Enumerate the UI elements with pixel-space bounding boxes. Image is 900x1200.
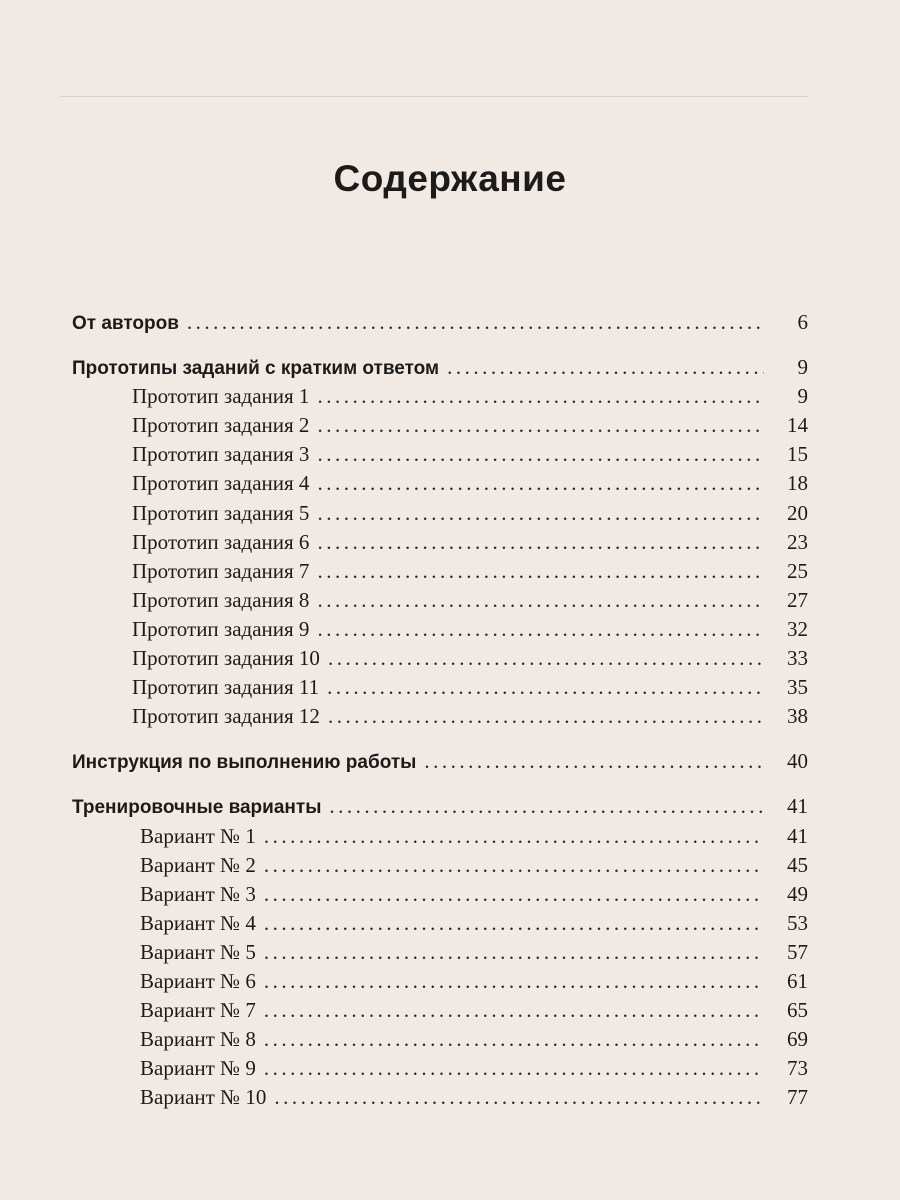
- toc-entry-title: Прототип задания 2: [132, 413, 310, 438]
- toc-entry-row[interactable]: [72, 704, 808, 733]
- dot-leader: [264, 853, 764, 878]
- toc-page-number: 18: [787, 471, 808, 496]
- toc-entry-row[interactable]: [72, 969, 808, 998]
- toc-entry-title: От авторов: [72, 313, 179, 334]
- toc-page-number: 23: [787, 529, 808, 554]
- dot-leader: [317, 384, 764, 409]
- toc-page-number: 73: [787, 1056, 808, 1081]
- dot-leader: [187, 310, 764, 335]
- toc-section-row[interactable]: [72, 355, 808, 384]
- toc-entry-row[interactable]: [72, 646, 808, 675]
- dot-leader: [447, 355, 764, 380]
- toc-page-number: 45: [787, 852, 808, 877]
- dot-leader: [329, 794, 764, 819]
- toc-entry-title: Вариант № 2: [140, 852, 256, 877]
- dot-leader: [317, 559, 764, 584]
- toc-page-number: 77: [787, 1085, 808, 1110]
- toc-page-number: 53: [787, 910, 808, 935]
- dot-leader: [274, 1085, 764, 1110]
- toc-entry-title: Инструкция по выполнению работы: [72, 752, 417, 774]
- dot-leader: [264, 1027, 764, 1052]
- toc-entry-row[interactable]: [72, 675, 808, 704]
- toc-entry-row[interactable]: [72, 442, 808, 471]
- toc-entry-title: Вариант № 6: [140, 968, 256, 993]
- toc-entry-title: Прототип задания 9: [132, 616, 310, 641]
- dot-leader: [264, 911, 764, 936]
- toc-entry-row[interactable]: [72, 501, 808, 530]
- toc-entry-row[interactable]: [72, 588, 808, 617]
- dot-leader: [264, 882, 764, 907]
- toc-entry-title: Прототип задания 10: [132, 646, 320, 671]
- toc-page-number: 38: [787, 704, 808, 729]
- toc-entry-row[interactable]: [72, 824, 808, 853]
- toc-entry-row[interactable]: [72, 940, 808, 969]
- dot-leader: [317, 471, 764, 496]
- toc-entry-title: Вариант № 9: [140, 1056, 256, 1081]
- toc-entry-title: Вариант № 5: [140, 939, 256, 964]
- dot-leader: [264, 1056, 764, 1081]
- toc-entry-row[interactable]: [72, 853, 808, 882]
- toc-page-number: 9: [797, 384, 808, 409]
- toc-section-row[interactable]: [72, 749, 808, 778]
- toc-entry-title: Вариант № 10: [140, 1085, 267, 1110]
- toc-page-number: 57: [787, 939, 808, 964]
- toc-page-number: 41: [787, 823, 808, 848]
- toc-entry-row[interactable]: [72, 1056, 808, 1085]
- section-gap: [72, 339, 808, 355]
- toc-page-number: 35: [787, 675, 808, 700]
- dot-leader: [328, 704, 764, 729]
- toc-entry-title: Прототип задания 11: [132, 675, 320, 700]
- dot-leader: [264, 969, 764, 994]
- toc-page-number: 9: [797, 355, 808, 380]
- dot-leader: [317, 588, 764, 613]
- toc-entry-row[interactable]: [72, 559, 808, 588]
- toc-entry-row[interactable]: [72, 384, 808, 413]
- toc-entry-row[interactable]: [72, 1027, 808, 1056]
- dot-leader: [317, 413, 764, 438]
- toc-entry-row[interactable]: [72, 998, 808, 1027]
- toc-entry-title: Вариант № 1: [140, 823, 256, 848]
- dot-leader: [317, 442, 764, 467]
- toc-page-number: 40: [787, 749, 808, 774]
- toc-entry-title: Прототип задания 3: [132, 442, 310, 467]
- toc-entry-title: Прототип задания 7: [132, 558, 310, 583]
- table-of-contents: [72, 310, 808, 1114]
- toc-section-row[interactable]: [72, 310, 808, 339]
- toc-entry-title: Вариант № 3: [140, 881, 256, 906]
- section-gap: [72, 778, 808, 794]
- dot-leader: [317, 501, 764, 526]
- dot-leader: [264, 998, 764, 1023]
- toc-page-number: 14: [787, 413, 808, 438]
- toc-page-number: 32: [787, 616, 808, 641]
- page-title: Содержание: [333, 158, 567, 199]
- toc-page-number: 49: [787, 881, 808, 906]
- toc-entry-row[interactable]: [72, 471, 808, 500]
- dot-leader: [264, 824, 764, 849]
- toc-page-number: 15: [787, 442, 808, 467]
- dot-leader: [424, 749, 764, 774]
- toc-entry-row[interactable]: [72, 1085, 808, 1114]
- toc-entry-row[interactable]: [72, 882, 808, 911]
- toc-entry-title: Прототип задания 5: [132, 500, 310, 525]
- dot-leader: [264, 940, 764, 965]
- dot-leader: [327, 675, 764, 700]
- toc-entry-row[interactable]: [72, 530, 808, 559]
- toc-page-number: 65: [787, 998, 808, 1023]
- toc-entry-title: Прототип задания 4: [132, 471, 310, 496]
- toc-entry-row[interactable]: [72, 413, 808, 442]
- toc-page-number: 69: [787, 1027, 808, 1052]
- toc-page-number: 41: [787, 794, 808, 819]
- toc-section-row[interactable]: [72, 794, 808, 823]
- toc-page-number: 33: [787, 646, 808, 671]
- dot-leader: [317, 617, 764, 642]
- toc-page-number: 25: [787, 558, 808, 583]
- toc-entry-row[interactable]: [72, 911, 808, 940]
- toc-entry-title: Прототип задания 1: [132, 384, 310, 409]
- toc-page-number: 20: [787, 500, 808, 525]
- dot-leader: [328, 646, 764, 671]
- toc-entry-title: Прототип задания 12: [132, 704, 320, 729]
- toc-entry-title: Прототип задания 8: [132, 587, 310, 612]
- toc-entry-title: Вариант № 7: [140, 998, 256, 1023]
- toc-entry-title: Вариант № 4: [140, 910, 256, 935]
- toc-entry-title: Прототипы заданий с кратким ответом: [72, 358, 440, 380]
- toc-entry-title: Тренировочные варианты: [72, 797, 322, 819]
- toc-page-number: 27: [787, 587, 808, 612]
- section-gap: [72, 733, 808, 749]
- dot-leader: [317, 530, 764, 555]
- toc-entry-row[interactable]: [72, 617, 808, 646]
- toc-entry-title: Прототип задания 6: [132, 529, 310, 554]
- toc-page-number: 6: [797, 310, 808, 334]
- toc-page-number: 61: [787, 968, 808, 993]
- toc-entry-title: Вариант № 8: [140, 1027, 256, 1052]
